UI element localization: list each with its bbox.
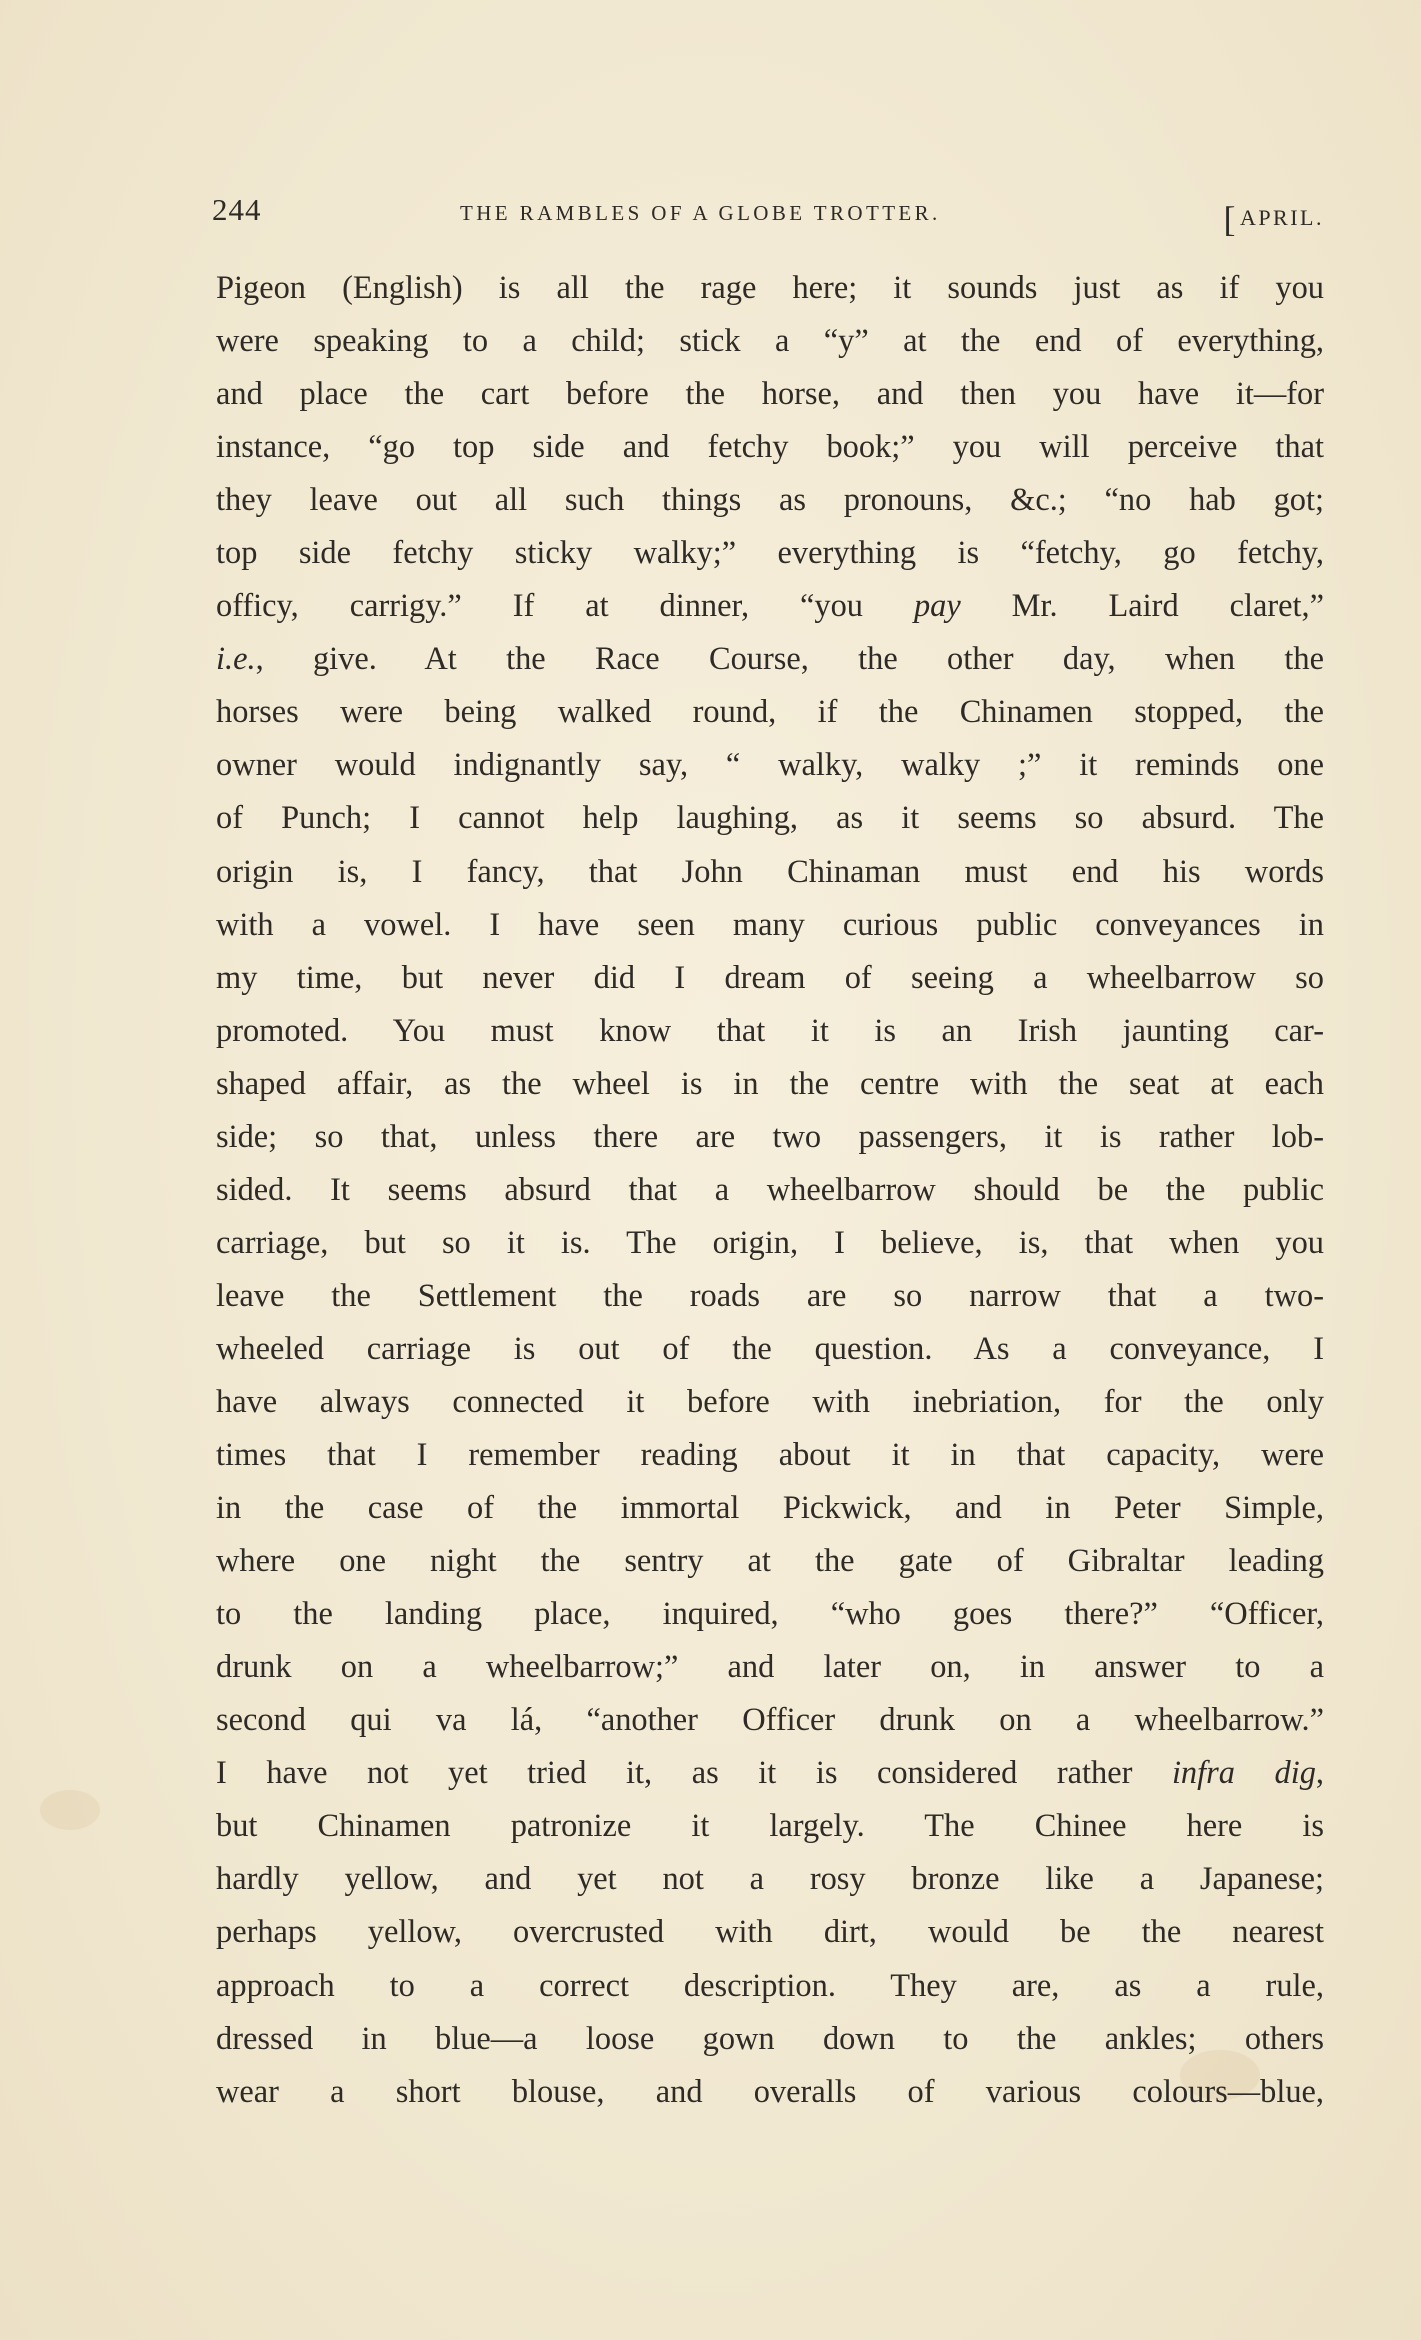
text-line: with a vowel. I have seen many curious public conveyances in <box>216 906 1324 943</box>
text-line: drunk on a wheelbarrow;” and later on, in answer to a <box>216 1649 1324 1686</box>
text-line: my time, but never did I dream of seeing a wheelbarrow so <box>216 959 1324 996</box>
text-line: were speaking to a child; stick a “y” at the end of everything, <box>216 323 1324 360</box>
page-number: 244 <box>212 192 262 227</box>
text-line: to the landing place, inquired, “who goes there?” “Officer, <box>216 1596 1324 1633</box>
running-title: THE RAMBLES OF A GLOBE TROTTER. <box>460 201 941 225</box>
running-month <box>1223 192 1324 239</box>
text-line: promoted. You must know that it is an Irish jaunting car- <box>216 1012 1324 1049</box>
text-line: wheeled carriage is out of the question. As a conveyance, I <box>216 1330 1324 1367</box>
paper-stain <box>40 1790 100 1830</box>
text-line: top side fetchy sticky walky;” everything is “fetchy, go fetchy, <box>216 535 1324 572</box>
text-line: officy, carrigy.” If at dinner, “you pay Mr. Laird claret,” <box>216 588 1324 625</box>
body-text <box>216 262 1324 2119</box>
running-head <box>212 188 1324 238</box>
text-line: origin is, I fancy, that John Chinaman must end his words <box>216 853 1324 890</box>
text-line: horses were being walked round, if the Chinamen stopped, the <box>216 694 1324 731</box>
text-line: sided. It seems absurd that a wheelbarrow should be the public <box>216 1171 1324 1208</box>
text-line: dressed in blue—a loose gown down to the ankles; others <box>216 2020 1324 2057</box>
text-line: where one night the sentry at the gate of Gibraltar leading <box>216 1543 1324 1580</box>
text-line: wear a short blouse, and overalls of various colours—blue, <box>216 2073 1324 2110</box>
text-line: but Chinamen patronize it largely. The Chinee here is <box>216 1808 1324 1845</box>
text-line: carriage, but so it is. The origin, I believe, is, that when you <box>216 1224 1324 1261</box>
text-line: owner would indignantly say, “ walky, walky ;” it reminds one <box>216 747 1324 784</box>
text-line: i.e., give. At the Race Course, the other day, when the <box>216 641 1324 678</box>
text-line: and place the cart before the horse, and then you have it—for <box>216 376 1324 413</box>
text-line: perhaps yellow, overcrusted with dirt, would be the nearest <box>216 1914 1324 1951</box>
text-line: approach to a correct description. They are, as a rule, <box>216 1967 1324 2004</box>
text-line: times that I remember reading about it in that capacity, were <box>216 1437 1324 1474</box>
text-line: hardly yellow, and yet not a rosy bronze like a Japanese; <box>216 1861 1324 1898</box>
text-line: of Punch; I cannot help laughing, as it seems so absurd. The <box>216 800 1324 837</box>
month-bracket: [ <box>1223 199 1238 239</box>
text-line: they leave out all such things as pronouns, &c.; “no hab got; <box>216 482 1324 519</box>
text-line: side; so that, unless there are two passengers, it is rather lob- <box>216 1118 1324 1155</box>
text-line: leave the Settlement the roads are so narrow that a two- <box>216 1277 1324 1314</box>
text-line: I have not yet tried it, as it is considered rather infra dig, <box>216 1755 1324 1792</box>
text-line: second qui va lá, “another Officer drunk on a wheelbarrow.” <box>216 1702 1324 1739</box>
text-line: shaped affair, as the wheel is in the centre with the seat at each <box>216 1065 1324 1102</box>
month-label: APRIL. <box>1239 205 1324 230</box>
text-line: have always connected it before with inebriation, for the only <box>216 1383 1324 1420</box>
text-line: instance, “go top side and fetchy book;” you will perceive that <box>216 429 1324 466</box>
text-line: in the case of the immortal Pickwick, and in Peter Simple, <box>216 1490 1324 1527</box>
text-line: Pigeon (English) is all the rage here; it sounds just as if you <box>216 270 1324 306</box>
